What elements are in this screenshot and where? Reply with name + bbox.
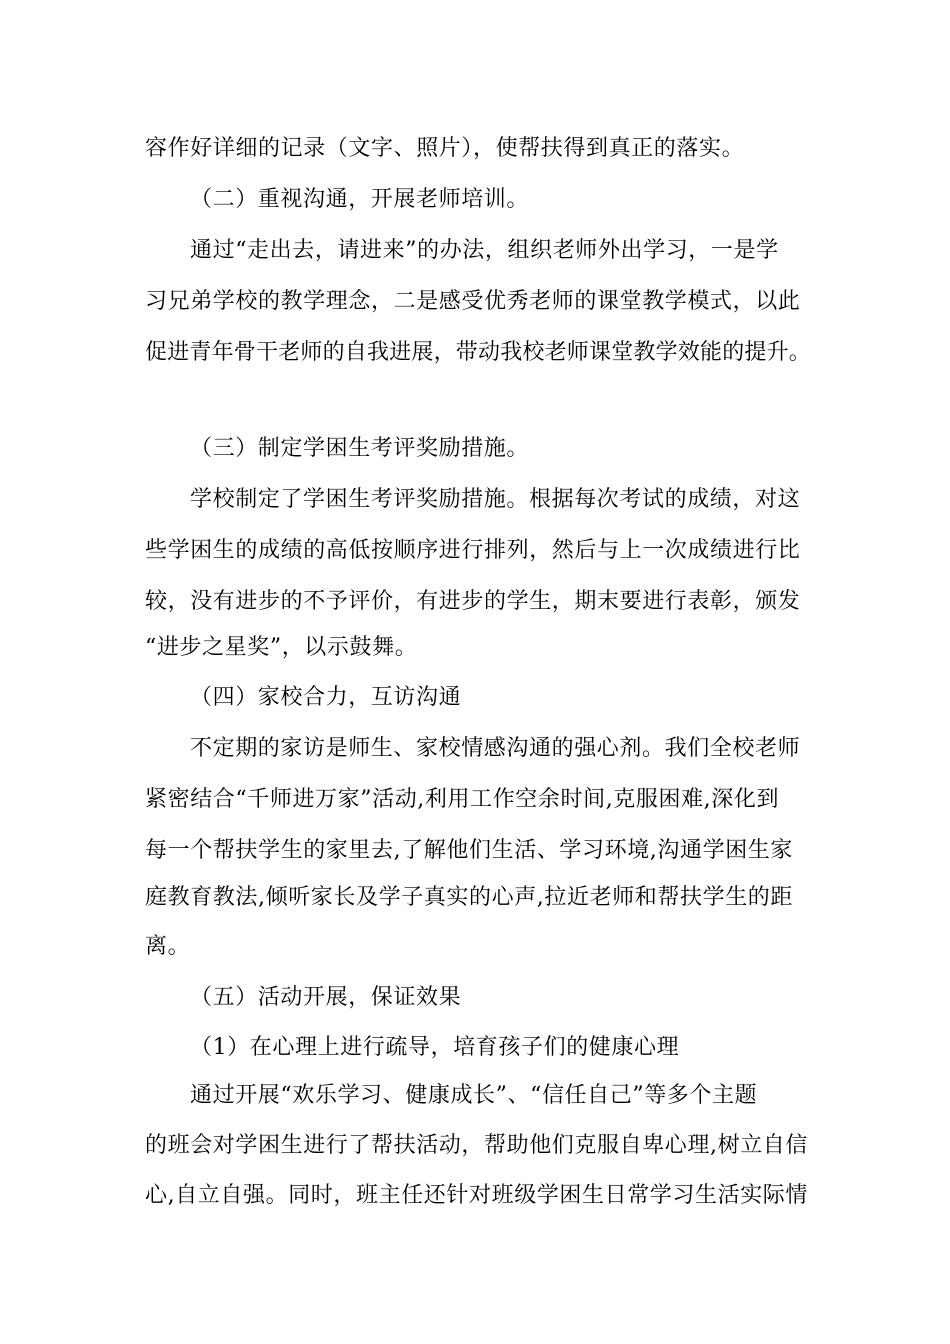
paragraph-line: 习兄弟学校的教学理念，二是感受优秀老师的课堂教学模式，以此 (145, 289, 801, 314)
paragraph-line: 每一个帮扶学生的家里去,了解他们生活、学习环境,沟通学困生家 (145, 838, 793, 863)
paragraph-line: 学校制定了学困生考评奖励措施。根据每次考试的成绩，对这 (190, 487, 801, 512)
paragraph-line: 些学困生的成绩的高低按顺序进行排列，然后与上一次成绩进行比 (145, 538, 801, 563)
paragraph-line: 心,自立自强。同时，班主任还针对班级学困生日常学习生活实际情 (145, 1183, 808, 1208)
paragraph-line: 较，没有进步的不予评价，有进步的学生，期末要进行表彰，颁发 (145, 589, 801, 614)
subsection-heading-1: （1）在心理上进行疏导，培育孩子们的健康心理 (190, 1035, 680, 1060)
paragraph-line: 促进青年骨干老师的自我进展，带动我校老师课堂教学效能的提升。 (145, 340, 812, 365)
paragraph-line: 的班会对学困生进行了帮扶活动，帮助他们克服自卑心理,树立自信 (145, 1133, 808, 1158)
paragraph-line: 离。 (145, 934, 191, 959)
paragraph-line: 容作好详细的记录（文字、照片），使帮扶得到真正的落实。 (145, 136, 745, 161)
paragraph-line: 紧密结合“千师进万家”活动,利用工作空余时间,克服困难,深化到 (145, 787, 780, 812)
section-heading-4: （四）家校合力，互访沟通 (190, 685, 462, 710)
section-heading-2: （二）重视沟通，开展老师培训。 (190, 187, 530, 212)
paragraph-line: 通过开展“欢乐学习、健康成长”、“信任自己”等多个主题 (190, 1083, 758, 1108)
section-heading-3: （三）制定学困生考评奖励措施。 (190, 436, 530, 461)
paragraph-line: 庭教育教法,倾听家长及学子真实的心声,拉近老师和帮扶学生的距 (145, 885, 793, 910)
paragraph-line: 不定期的家访是师生、家校情感沟通的强心剂。我们全校老师 (190, 736, 801, 761)
paragraph-line: 通过“走出去，请进来”的办法，组织老师外出学习，一是学 (190, 238, 779, 263)
section-heading-5: （五）活动开展，保证效果 (190, 985, 462, 1010)
paragraph-line: “进步之星奖”，以示鼓舞。 (145, 635, 418, 660)
